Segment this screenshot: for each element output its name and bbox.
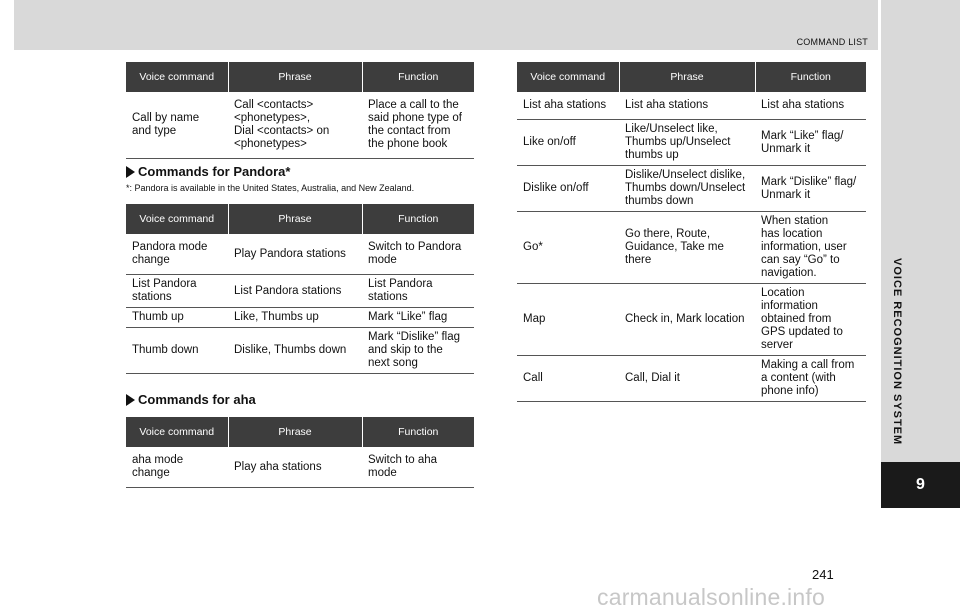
table-cell: Like/Unselect like, Thumbs up/Unselect thumbs up	[619, 120, 755, 166]
table-cell: Switch to aha mode	[362, 447, 474, 488]
column-header: Voice command	[126, 62, 228, 92]
table-cell: Thumb up	[126, 308, 228, 328]
table-cell: Play Pandora stations	[228, 234, 362, 275]
table-cell: Dislike, Thumbs down	[228, 328, 362, 374]
pandora-heading-text: Commands for Pandora*	[138, 164, 291, 179]
column-header: Function	[362, 417, 474, 447]
table-cell: Go*	[517, 212, 619, 284]
table-cell: Mark “Like” flag/ Unmark it	[755, 120, 866, 166]
table-row	[517, 284, 866, 356]
chapter-number: 9	[881, 462, 960, 508]
table-cell: List aha stations	[755, 92, 866, 120]
table-cell: List aha stations	[619, 92, 755, 120]
page-number: 241	[812, 567, 834, 582]
table-cell: Play aha stations	[228, 447, 362, 488]
column-header: Voice command	[126, 204, 228, 234]
table-row	[126, 447, 474, 488]
watermark: carmanualsonline.info	[597, 584, 825, 610]
side-title: VOICE RECOGNITION SYSTEM	[891, 258, 903, 446]
table-cell: Mark “Dislike” flag/ Unmark it	[755, 166, 866, 212]
column-header: Phrase	[228, 417, 362, 447]
aha-section-heading	[126, 392, 256, 407]
table-cell: Making a call from a content (with phone info)	[755, 356, 866, 402]
table-row	[126, 234, 474, 275]
table-cell: List Pandora stations	[362, 275, 474, 308]
table-cell: List aha stations	[517, 92, 619, 120]
table-cell: Mark “Dislike” flag and skip to the next song	[362, 328, 474, 374]
table-row	[126, 275, 474, 308]
table-row	[517, 120, 866, 166]
section-label: COMMAND LIST	[796, 37, 868, 47]
table-cell: Call by name and type	[126, 92, 228, 159]
table-cell: When station has location information, user can say “Go” to navigation.	[755, 212, 866, 284]
header-bar	[14, 0, 878, 50]
table-cell: Place a call to the said phone type of the contact from the phone book	[362, 92, 474, 159]
table-cell: Map	[517, 284, 619, 356]
table-row	[517, 166, 866, 212]
pandora-footnote: *: Pandora is available in the United States, Australia, and New Zealand.	[126, 183, 415, 193]
table-cell: aha mode change	[126, 447, 228, 488]
table-cell: Like on/off	[517, 120, 619, 166]
table-cell: Call, Dial it	[619, 356, 755, 402]
column-header: Voice command	[517, 62, 619, 92]
column-header: Function	[362, 62, 474, 92]
pandora-section-heading	[126, 164, 290, 179]
triangle-bullet-icon	[126, 166, 135, 178]
table-row	[517, 92, 866, 120]
table-header-row	[517, 62, 866, 92]
table-cell: Like, Thumbs up	[228, 308, 362, 328]
table-row	[517, 212, 866, 284]
column-header: Function	[362, 204, 474, 234]
aha-command-table-continued	[517, 62, 866, 402]
column-header: Function	[755, 62, 866, 92]
table-cell: Call	[517, 356, 619, 402]
table-cell: Switch to Pandora mode	[362, 234, 474, 275]
aha-command-table	[126, 417, 474, 488]
table-cell: Dislike/Unselect dislike, Thumbs down/Unselect thumbs down	[619, 166, 755, 212]
column-header: Phrase	[228, 204, 362, 234]
table-header-row	[126, 204, 474, 234]
column-header: Phrase	[619, 62, 755, 92]
table-header-row	[126, 62, 474, 92]
triangle-bullet-icon	[126, 394, 135, 406]
column-header: Phrase	[228, 62, 362, 92]
table-cell: Go there, Route, Guidance, Take me there	[619, 212, 755, 284]
table-row	[517, 356, 866, 402]
call-command-table	[126, 62, 474, 159]
table-cell: Check in, Mark location	[619, 284, 755, 356]
table-cell: List Pandora stations	[126, 275, 228, 308]
table-cell: Location information obtained from GPS updated to server	[755, 284, 866, 356]
table-cell: List Pandora stations	[228, 275, 362, 308]
pandora-command-table	[126, 204, 474, 374]
table-row	[126, 308, 474, 328]
table-row	[126, 92, 474, 159]
table-cell: Call <contacts> <phonetypes>, Dial <contacts> on <phonetypes>	[228, 92, 362, 159]
table-row	[126, 328, 474, 374]
aha-heading-text: Commands for aha	[138, 392, 256, 407]
table-header-row	[126, 417, 474, 447]
table-cell: Dislike on/off	[517, 166, 619, 212]
column-header: Voice command	[126, 417, 228, 447]
table-cell: Mark “Like” flag	[362, 308, 474, 328]
table-cell: Pandora mode change	[126, 234, 228, 275]
table-cell: Thumb down	[126, 328, 228, 374]
